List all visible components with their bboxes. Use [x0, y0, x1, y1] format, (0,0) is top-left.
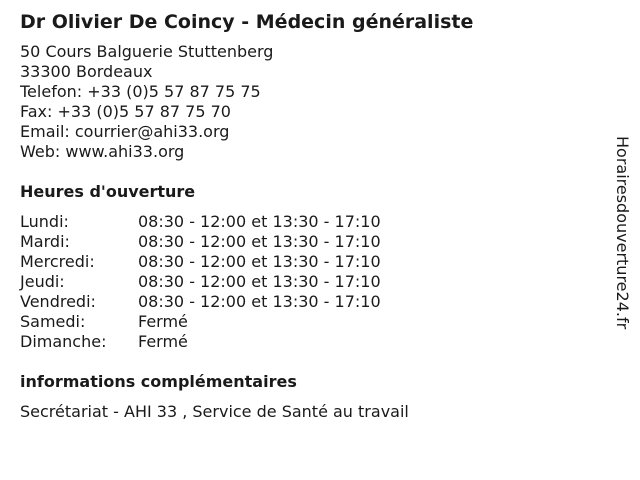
contact-block: [20, 42, 600, 162]
day-label: Dimanche:: [20, 332, 107, 351]
hours-row-samedi: [20, 312, 600, 332]
web-line: Web: www.ahi33.org: [20, 142, 185, 161]
hours-row-mardi: [20, 232, 600, 252]
address-line-2: 33300 Bordeaux: [20, 62, 153, 81]
page-title: Dr Olivier De Coincy - Médecin généraliste: [20, 11, 474, 33]
day-hours: Fermé: [138, 312, 188, 331]
hours-row-vendredi: [20, 292, 600, 312]
day-hours: 08:30 - 12:00 et 13:30 - 17:10: [138, 232, 381, 251]
hours-row-jeudi: [20, 272, 600, 292]
address-line-1: 50 Cours Balguerie Stuttenberg: [20, 42, 274, 61]
email-line: Email: courrier@ahi33.org: [20, 122, 230, 141]
day-hours: Fermé: [138, 332, 188, 351]
hours-table: [20, 212, 600, 352]
hours-heading: Heures d'ouverture: [20, 182, 196, 201]
hours-row-lundi: [20, 212, 600, 232]
info-heading: informations complémentaires: [20, 372, 297, 391]
day-hours: 08:30 - 12:00 et 13:30 - 17:10: [138, 212, 381, 231]
hours-row-mercredi: [20, 252, 600, 272]
business-card: [20, 8, 600, 422]
day-label: Samedi:: [20, 312, 86, 331]
day-label: Mercredi:: [20, 252, 95, 271]
day-hours: 08:30 - 12:00 et 13:30 - 17:10: [138, 252, 381, 271]
hours-row-dimanche: [20, 332, 600, 352]
day-hours: 08:30 - 12:00 et 13:30 - 17:10: [138, 292, 381, 311]
info-text: Secrétariat - AHI 33 , Service de Santé au travail: [20, 402, 409, 421]
day-label: Lundi:: [20, 212, 69, 231]
day-label: Mardi:: [20, 232, 70, 251]
brand-watermark: Horairesdouverture24.fr: [613, 136, 632, 330]
day-hours: 08:30 - 12:00 et 13:30 - 17:10: [138, 272, 381, 291]
fax-line: Fax: +33 (0)5 57 87 75 70: [20, 102, 231, 121]
day-label: Vendredi:: [20, 292, 96, 311]
day-label: Jeudi:: [20, 272, 65, 291]
phone-line: Telefon: +33 (0)5 57 87 75 75: [20, 82, 261, 101]
